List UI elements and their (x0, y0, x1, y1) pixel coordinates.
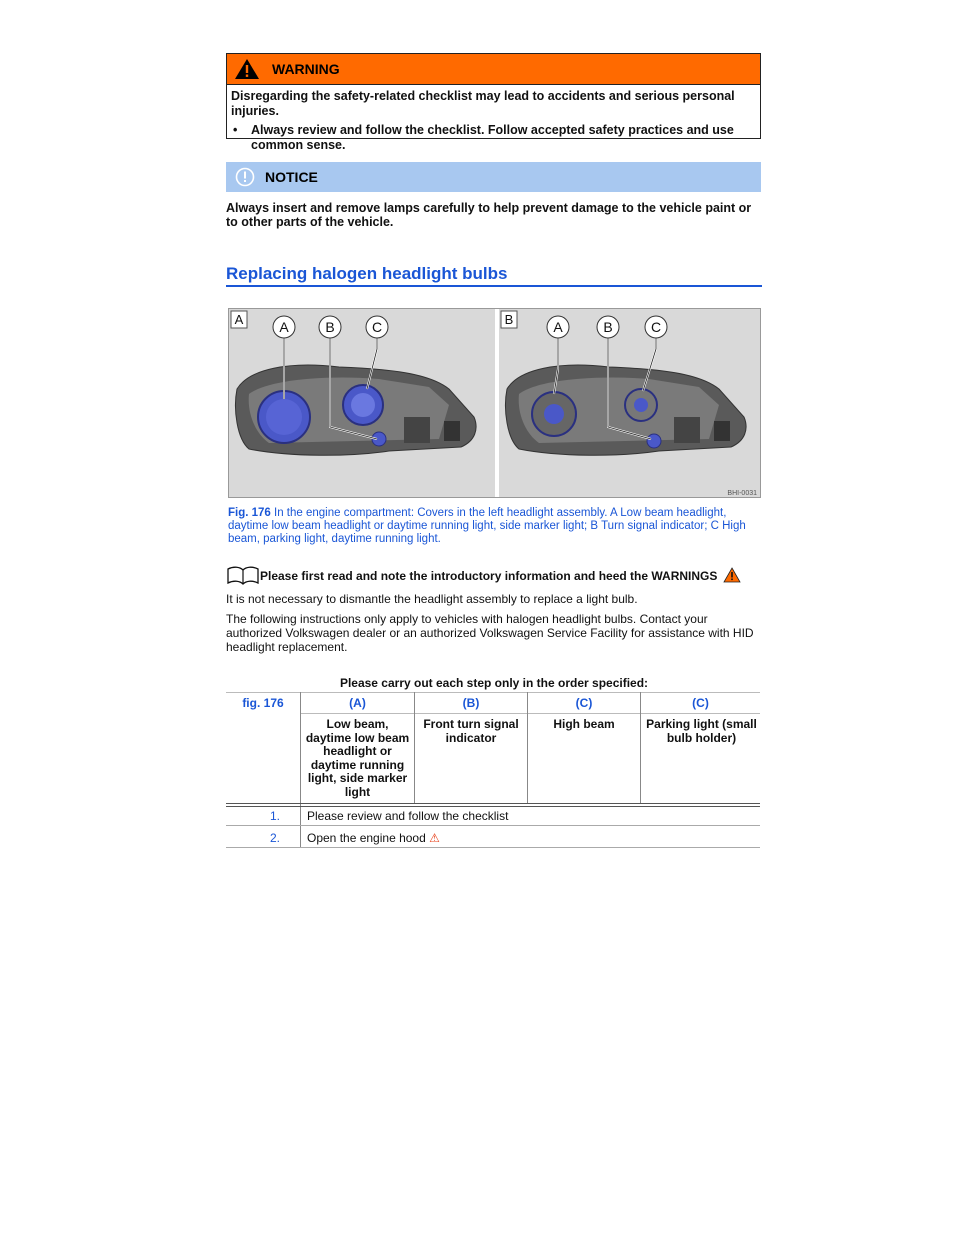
section-divider (226, 285, 762, 287)
headlight-illustration (229, 309, 761, 498)
callout-a-right: A (553, 319, 563, 335)
intro-text: Please first read and note the introductory information and heed the WARNINGS (260, 569, 718, 583)
figure-number: Fig. 176 (228, 507, 271, 519)
headlight-figure (228, 308, 761, 498)
warning-bullet (231, 123, 756, 153)
table-caption: Please carry out each step only in the order specified: (339, 676, 649, 690)
notice-title: NOTICE (265, 169, 318, 185)
warning-triangle-icon (234, 58, 260, 80)
col-desc-a: Low beam, daytime low beam headlight or daytime running light, side marker light (305, 717, 410, 799)
bullet-mark: • (233, 123, 238, 137)
section-title: Replacing halogen headlight bulbs (226, 264, 508, 283)
col-desc-b: Front turn signal indicator (423, 717, 519, 745)
warning-bullet-text: Always review and follow the checklist. Follow accepted safety practices and use common sense. (251, 123, 734, 152)
paragraph-1: It is not necessary to dismantle the headlight assembly to replace a light bulb. (226, 592, 638, 606)
col-desc-c1: High beam (553, 717, 615, 731)
panel-b-label: B (504, 312, 514, 327)
col-key-a: (A) (349, 696, 366, 710)
table-double-rule (226, 806, 760, 807)
step-text-1: Please review and follow the checklist (307, 809, 509, 823)
warning-title: WARNING (272, 61, 340, 77)
table-ref (226, 697, 300, 711)
notice-text: Always insert and remove lamps carefully to help prevent damage to the vehicle paint or to other parts of the vehicle. (226, 201, 752, 229)
fig-ref-link[interactable]: fig. 176 (242, 696, 284, 710)
figure-caption-text: In the engine compartment: Covers in the left headlight assembly. A Low beam headlight, daytime low beam headlight or daytime running light, side marker light; B Turn signal indicator; C High beam, parking light, daytime running light. (228, 507, 746, 545)
step-number-2: 2. (269, 831, 280, 845)
callout-c-left: C (371, 319, 383, 335)
warning-text: Disregarding the safety-related checklist may lead to accidents and serious personal injuries. (231, 89, 735, 118)
table-vline (300, 692, 301, 847)
table-row-divider (226, 825, 760, 826)
table-double-rule (226, 803, 760, 804)
paragraph-2: The following instructions only apply to vehicles with halogen headlight bulbs. Contact your authorized Volkswagen dealer or an authorized Volkswagen Service Facility for assistance with HID headlight replacement. (226, 612, 754, 654)
col-key-b: (B) (462, 696, 480, 710)
col-key-c1: (C) (575, 696, 593, 710)
step-number-1: 1. (269, 809, 280, 823)
col-key-c2: (C) (692, 696, 709, 710)
table-bottom-border (226, 847, 760, 848)
warning-triangle-icon (723, 567, 741, 583)
figure-caption (228, 507, 761, 546)
callout-a-left: A (279, 319, 289, 335)
notice-header (226, 162, 761, 192)
warning-header (226, 53, 761, 85)
callout-b-left: B (325, 319, 335, 335)
callout-c-right: C (650, 319, 662, 335)
figure-code: BHI-0031 (727, 490, 757, 497)
warning-link-icon[interactable]: ⚠ (429, 831, 440, 845)
step-text-2-row (307, 831, 440, 845)
warning-body (226, 85, 761, 152)
panel-a-label: A (234, 312, 244, 327)
step-text-2: Open the engine hood (307, 831, 426, 845)
exclamation-circle-icon (235, 167, 255, 187)
table-header-divider (300, 713, 760, 714)
col-desc-c2: Parking light (small bulb holder) (646, 717, 757, 745)
table-top-border (226, 692, 760, 693)
intro-line (226, 563, 741, 585)
open-book-icon (226, 565, 260, 585)
callout-b-right: B (603, 319, 613, 335)
